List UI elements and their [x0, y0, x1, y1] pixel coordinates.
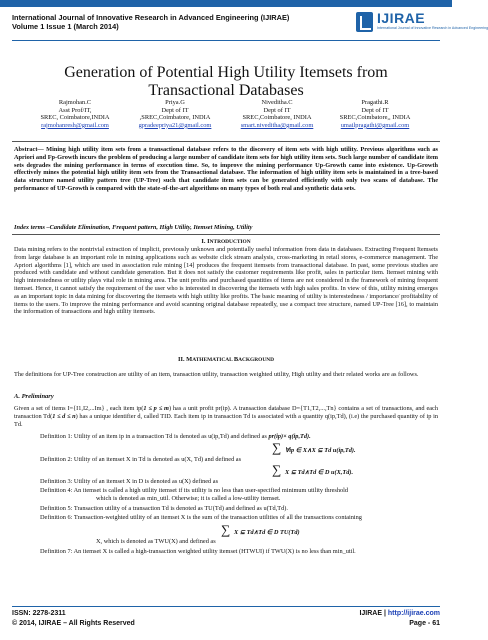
definition-7: Definition 7: An itemset X is called a high-transaction weighted utility itemset (HTWUI) if TWU(X) is no less than min_util. — [40, 548, 356, 555]
author-role: Dept of IT — [161, 106, 189, 114]
formula-6: X ⊆ Td∧Td ∈ D TU(Td) — [234, 529, 300, 536]
journal-header — [12, 13, 289, 31]
author-affiliation: SREC,Coimbatore, INDIA — [242, 114, 312, 122]
author-email[interactable]: umailpragathi@gmail.com — [340, 121, 410, 129]
sigma-symbol: ∑ — [272, 462, 282, 477]
author-affiliation: ,SREC,Coimbatore, INDIA — [139, 114, 211, 122]
footer-site: IJIRAE | http://ijirae.com — [359, 610, 440, 617]
definition-4: Definition 4: An itemset is called a high utility itemset if its utility is no less than user-specified minimum utility threshold which is denoted as min_util. Otherwise; it is called a low-utility itemset. — [40, 487, 349, 502]
abstract-rule — [12, 141, 440, 142]
formula-1: pr(ip)× q(ip,Td). — [268, 433, 311, 440]
preliminary-paragraph: Given a set of items I={I1,I2,...Im} , each item ip(1 ≤ p ≤ m) has a unit profit pr(ip). A transaction database D={T1,T2,...,Tn} contains a set of transactions, and each transaction Td(1 ≤ d ≤ n) has a unique identifier d, called TID. Each item ip in transaction Td is associated with a quantity q(ip,Td), (i.e) the purchased quantity of ip in Td. — [14, 405, 439, 428]
section-heading-introduction: I. INTRODUCTION — [201, 238, 251, 245]
author-3 — [222, 99, 332, 129]
paper-title: Generation of Potential High Utility Itemsets from Transactional Databases — [64, 64, 388, 99]
section-heading-background: II. MATHEMATICAL BACKGROUND — [177, 356, 275, 363]
author-1 — [20, 99, 130, 129]
formula-2: ∀ip ∈ X∧X ⊆ Td u(ip,Td). — [285, 447, 356, 454]
sigma-symbol: ∑ — [221, 522, 231, 537]
author-name: Rajmohan.C — [58, 99, 92, 106]
sigma-symbol: ∑ — [272, 440, 282, 455]
logo-icon — [356, 12, 373, 32]
author-role: Asst Prof/IT, — [58, 106, 92, 114]
journal-volume: Volume 1 Issue 1 (March 2014) — [12, 22, 119, 31]
author-name: Pragathi.R — [361, 99, 389, 106]
footer-right — [359, 609, 440, 629]
definition-3: Definition 3: Utility of an itemset X in D is denoted as u(X) defined as — [40, 478, 219, 485]
journal-logo — [356, 10, 488, 36]
author-affiliation: SREC,Coimbatore,, INDIA — [339, 114, 411, 122]
author-4 — [320, 99, 430, 129]
definition-6-continued: X, which is denoted as TWU(X) and defined as — [96, 538, 216, 545]
formula-3: X ⊆ Td∧Td ∈ D u(X,Td). — [285, 469, 354, 476]
author-email[interactable]: smart.niveditha@gmail.com — [240, 121, 314, 129]
site-link[interactable]: http://ijirae.com — [387, 610, 440, 617]
header-rule — [12, 40, 440, 41]
definition-1: Definition 1: Utility of an item ip in a transaction Td is denoted as u(ip,Td) and defined as pr(ip)× q(ip,Td). — [40, 433, 311, 440]
footer-rule — [12, 606, 440, 607]
background-paragraph: The definitions for UP-Tree construction are utility of an item, transaction utility, transaction weighted utility, High utility and their related works are as follows. — [14, 371, 419, 378]
index-rule — [12, 234, 440, 235]
footer-left — [12, 609, 135, 629]
logo-name: IJIRAE — [377, 10, 426, 26]
author-affiliation: SREC, Coimbatore,INDIA — [40, 114, 110, 122]
definition-2: Definition 2: Utility of an itemset X in Td is denoted as u(X, Td) and defined as — [40, 456, 242, 463]
introduction-paragraph: Data mining refers to the nontrivial extraction of implicit, previously unknown and potentially useful information from data in databases. Extracting Frequent Itemsets from large database is an important role in mining applications such as website click stream analysis, cross-marketing in retail stores, e-commerce management. The Apriori algorithms [1], which are used in association rule mining [14] produces the frequent itemsets from transactional database. In past, some previous studies are produced with candidate and without candidate generation. But it does not satisfy the customer requirements like profit, sales in particular item. Itemset mining with high interestedness or utility plays vital role in mining area. The unit profits and purchased quantities of items are not considered in the framework of mining frequent itemset. Hence, it cannot satisfy the requirement of the user who is interested in discovering the itemsets with high sales profits. In view of this, utility mining emerges as an important topic in data mining for discovering the itemsets with high utility like profits. The basic meaning of utility is interestedness / importance/ profitability of items to the users. To improve the mining performance and avoid scanning original database repeatedly, use a compact tree structure, named UP-Tree [16], to maintain the information of transactions and high utility itemsets. — [14, 246, 438, 316]
issn: ISSN: 2278-2311 — [12, 610, 66, 617]
author-name: Priya.G — [165, 99, 185, 106]
author-name: Niveditha.C — [261, 99, 293, 106]
top-color-bar — [0, 0, 452, 7]
author-role: Dept of IT — [263, 106, 291, 114]
definition-5: Definition 5: Transaction utility of a transaction Td is denoted as TU(Td) and defined as u(Td,Td). — [40, 505, 288, 512]
author-email[interactable]: gpradeepriya21@gmail.com — [138, 121, 212, 129]
journal-name: International Journal of Innovative Research in Advanced Engineering (IJIRAE) — [12, 13, 290, 22]
abstract: Abstract— Mining high utility item sets from a transactional database refers to the discovery of item sets with high utility. Previous algorithms such as Apriori and Fp-Growth incurs the problem of producing a large number of candidate item sets for high utility item sets. Such large number of candidate item sets degrades the mining performance in terms of execution time. So, to improve the mining performance Up-Growth came into existence. Up-Growth effectively mines the potential high utility item sets from the Transactional database. The information of high utility item sets is maintained in a tree-based data structure named utility pattern tree (UP-Tree) such that candidate item sets can be generated efficiently with only two scans of database. The performance of UP-Growth is compared with the state-of-the-art algorithms on many types of both real and synthetic data sets. — [14, 146, 438, 192]
author-2 — [120, 99, 230, 129]
index-terms: Index terms –Candidate Elimination, Frequent pattern, High Utility, Itemset Mining, Utility — [14, 224, 253, 231]
definition-6: Definition 6: Transaction-weighted utility of an itemset X is the sum of the transaction utilities of all the transactions containing — [40, 514, 362, 521]
logo-tagline: International Journal of Innovative Research in Advanced Engineering — [377, 26, 488, 30]
author-role: Dept of IT — [361, 106, 389, 114]
page-number: Page - 61 — [409, 620, 440, 627]
author-email[interactable]: rajmohanresh@gmail.com — [41, 121, 109, 129]
subsection-heading: A. Preliminary — [14, 393, 54, 400]
copyright: © 2014, IJIRAE – All Rights Reserved — [12, 620, 135, 627]
